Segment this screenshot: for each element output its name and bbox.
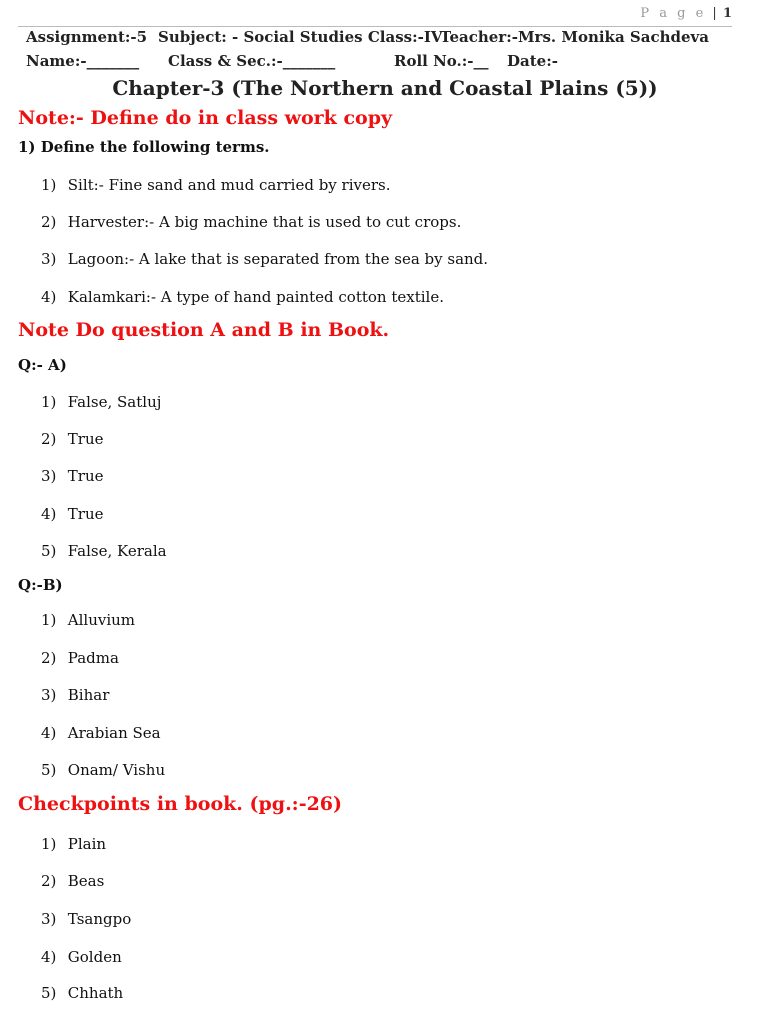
- subject-label: Subject: - Social Studies Class:-IV: [158, 28, 443, 46]
- class-sec-field: Class & Sec.:-_______: [168, 52, 336, 70]
- list-item: 4) Golden: [41, 948, 122, 966]
- list-item: 4) Arabian Sea: [41, 724, 161, 742]
- page-separator: |: [712, 6, 717, 21]
- list-item: 1) False, Satluj: [41, 393, 162, 411]
- list-item: 1) Silt:- Fine sand and mud carried by rivers.: [41, 176, 391, 194]
- list-item: 2) Beas: [41, 872, 105, 890]
- list-item: 1) Plain: [41, 835, 107, 853]
- list-item: 3) True: [41, 467, 104, 485]
- list-item: 5) False, Kerala: [41, 542, 167, 560]
- list-item: 2) Padma: [41, 649, 119, 667]
- list-item: 3) Lagoon:- A lake that is separated from the sea by sand.: [41, 250, 489, 268]
- list-item: 2) True: [41, 430, 104, 448]
- roll-no-field: Roll No.:-__: [394, 52, 489, 70]
- list-item: 1) Alluvium: [41, 611, 136, 629]
- list-item: 5) Chhath: [41, 984, 124, 1002]
- teacher-label: Teacher:-Mrs. Monika Sachdeva: [440, 28, 709, 46]
- section-define-title: 1) Define the following terms.: [18, 138, 270, 156]
- header-rule: [18, 26, 732, 27]
- question-a-title: Q:- A): [18, 356, 67, 374]
- list-item: 4) True: [41, 505, 104, 523]
- list-item: 3) Bihar: [41, 686, 110, 704]
- question-b-title: Q:-B): [18, 576, 63, 594]
- list-item: 4) Kalamkari:- A type of hand painted cotton textile.: [41, 288, 444, 306]
- chapter-title: Chapter-3 (The Northern and Coastal Plains (5)): [112, 76, 658, 100]
- note-define: Note:- Define do in class work copy: [18, 107, 393, 129]
- page-number-value: 1: [722, 6, 732, 21]
- name-field: Name:-_______: [26, 52, 140, 70]
- list-item: 5) Onam/ Vishu: [41, 761, 166, 779]
- list-item: 3) Tsangpo: [41, 910, 132, 928]
- page-number: [640, 6, 732, 21]
- date-field: Date:-: [507, 52, 558, 70]
- note-book: Note Do question A and B in Book.: [18, 319, 390, 341]
- page-label: P a g e: [640, 6, 707, 21]
- assignment-label: Assignment:-5: [26, 28, 148, 46]
- note-checkpoints: Checkpoints in book. (pg.:-26): [18, 793, 343, 815]
- list-item: 2) Harvester:- A big machine that is used to cut crops.: [41, 213, 462, 231]
